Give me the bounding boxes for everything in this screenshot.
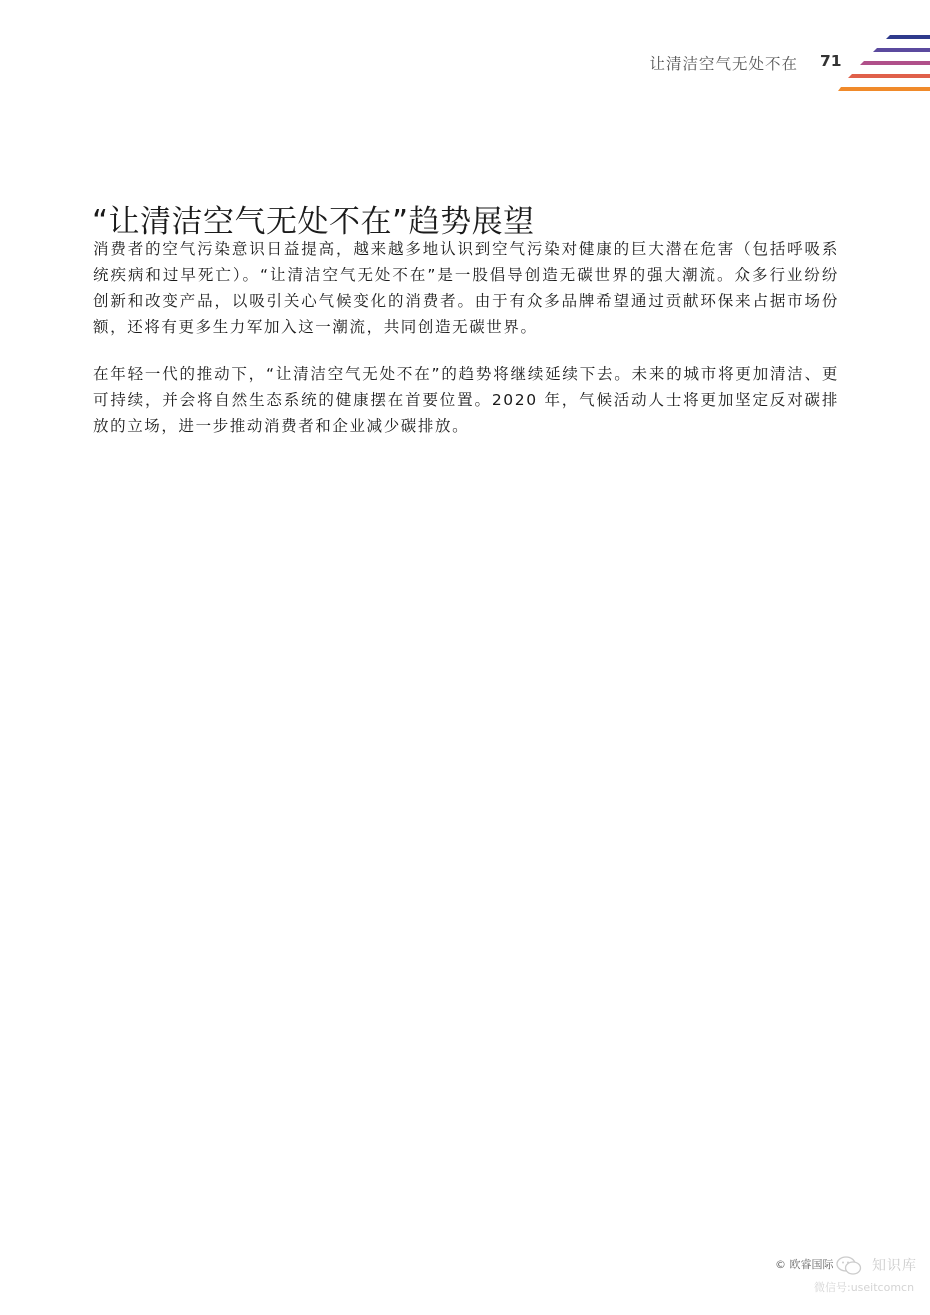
- stripe-3: [860, 61, 930, 65]
- stripe-1: [886, 35, 930, 39]
- footer-copyright: © 欧睿国际: [775, 1258, 834, 1271]
- wechat-icon: [836, 1256, 862, 1276]
- body-paragraph-2: 在年轻一代的推动下，“让清洁空气无处不在”的趋势将继续延续下去。未来的城市将更加清洁、更可持续，并会将自然生态系统的健康摆在首要位置。2020 年，气候活动人士将更加坚定反对碳排放的立场，进一步推动消费者和企业减少碳排放。: [93, 365, 839, 435]
- watermark-account: 微信号:useitcomcn: [814, 1281, 915, 1294]
- stripe-5: [838, 87, 930, 91]
- stripe-4: [848, 74, 930, 78]
- page-number: 71: [820, 52, 842, 70]
- watermark-name: 知识库: [872, 1258, 917, 1274]
- decorative-stripes: [838, 34, 930, 94]
- section-title: “让清洁空气无处不在”趋势展望: [92, 204, 535, 240]
- stripe-2: [873, 48, 930, 52]
- header-title: 让清洁空气无处不在: [649, 55, 798, 73]
- body-paragraph-1: 消费者的空气污染意识日益提高，越来越多地认识到空气污染对健康的巨大潜在危害（包括呼吸系统疾病和过早死亡）。“让清洁空气无处不在”是一股倡导创造无碳世界的强大潮流。众多行业纷纷创新和改变产品，以吸引关心气候变化的消费者。由于有众多品牌希望通过贡献环保来占据市场份额，还将有更多生力军加入这一潮流，共同创造无碳世界。: [93, 240, 839, 336]
